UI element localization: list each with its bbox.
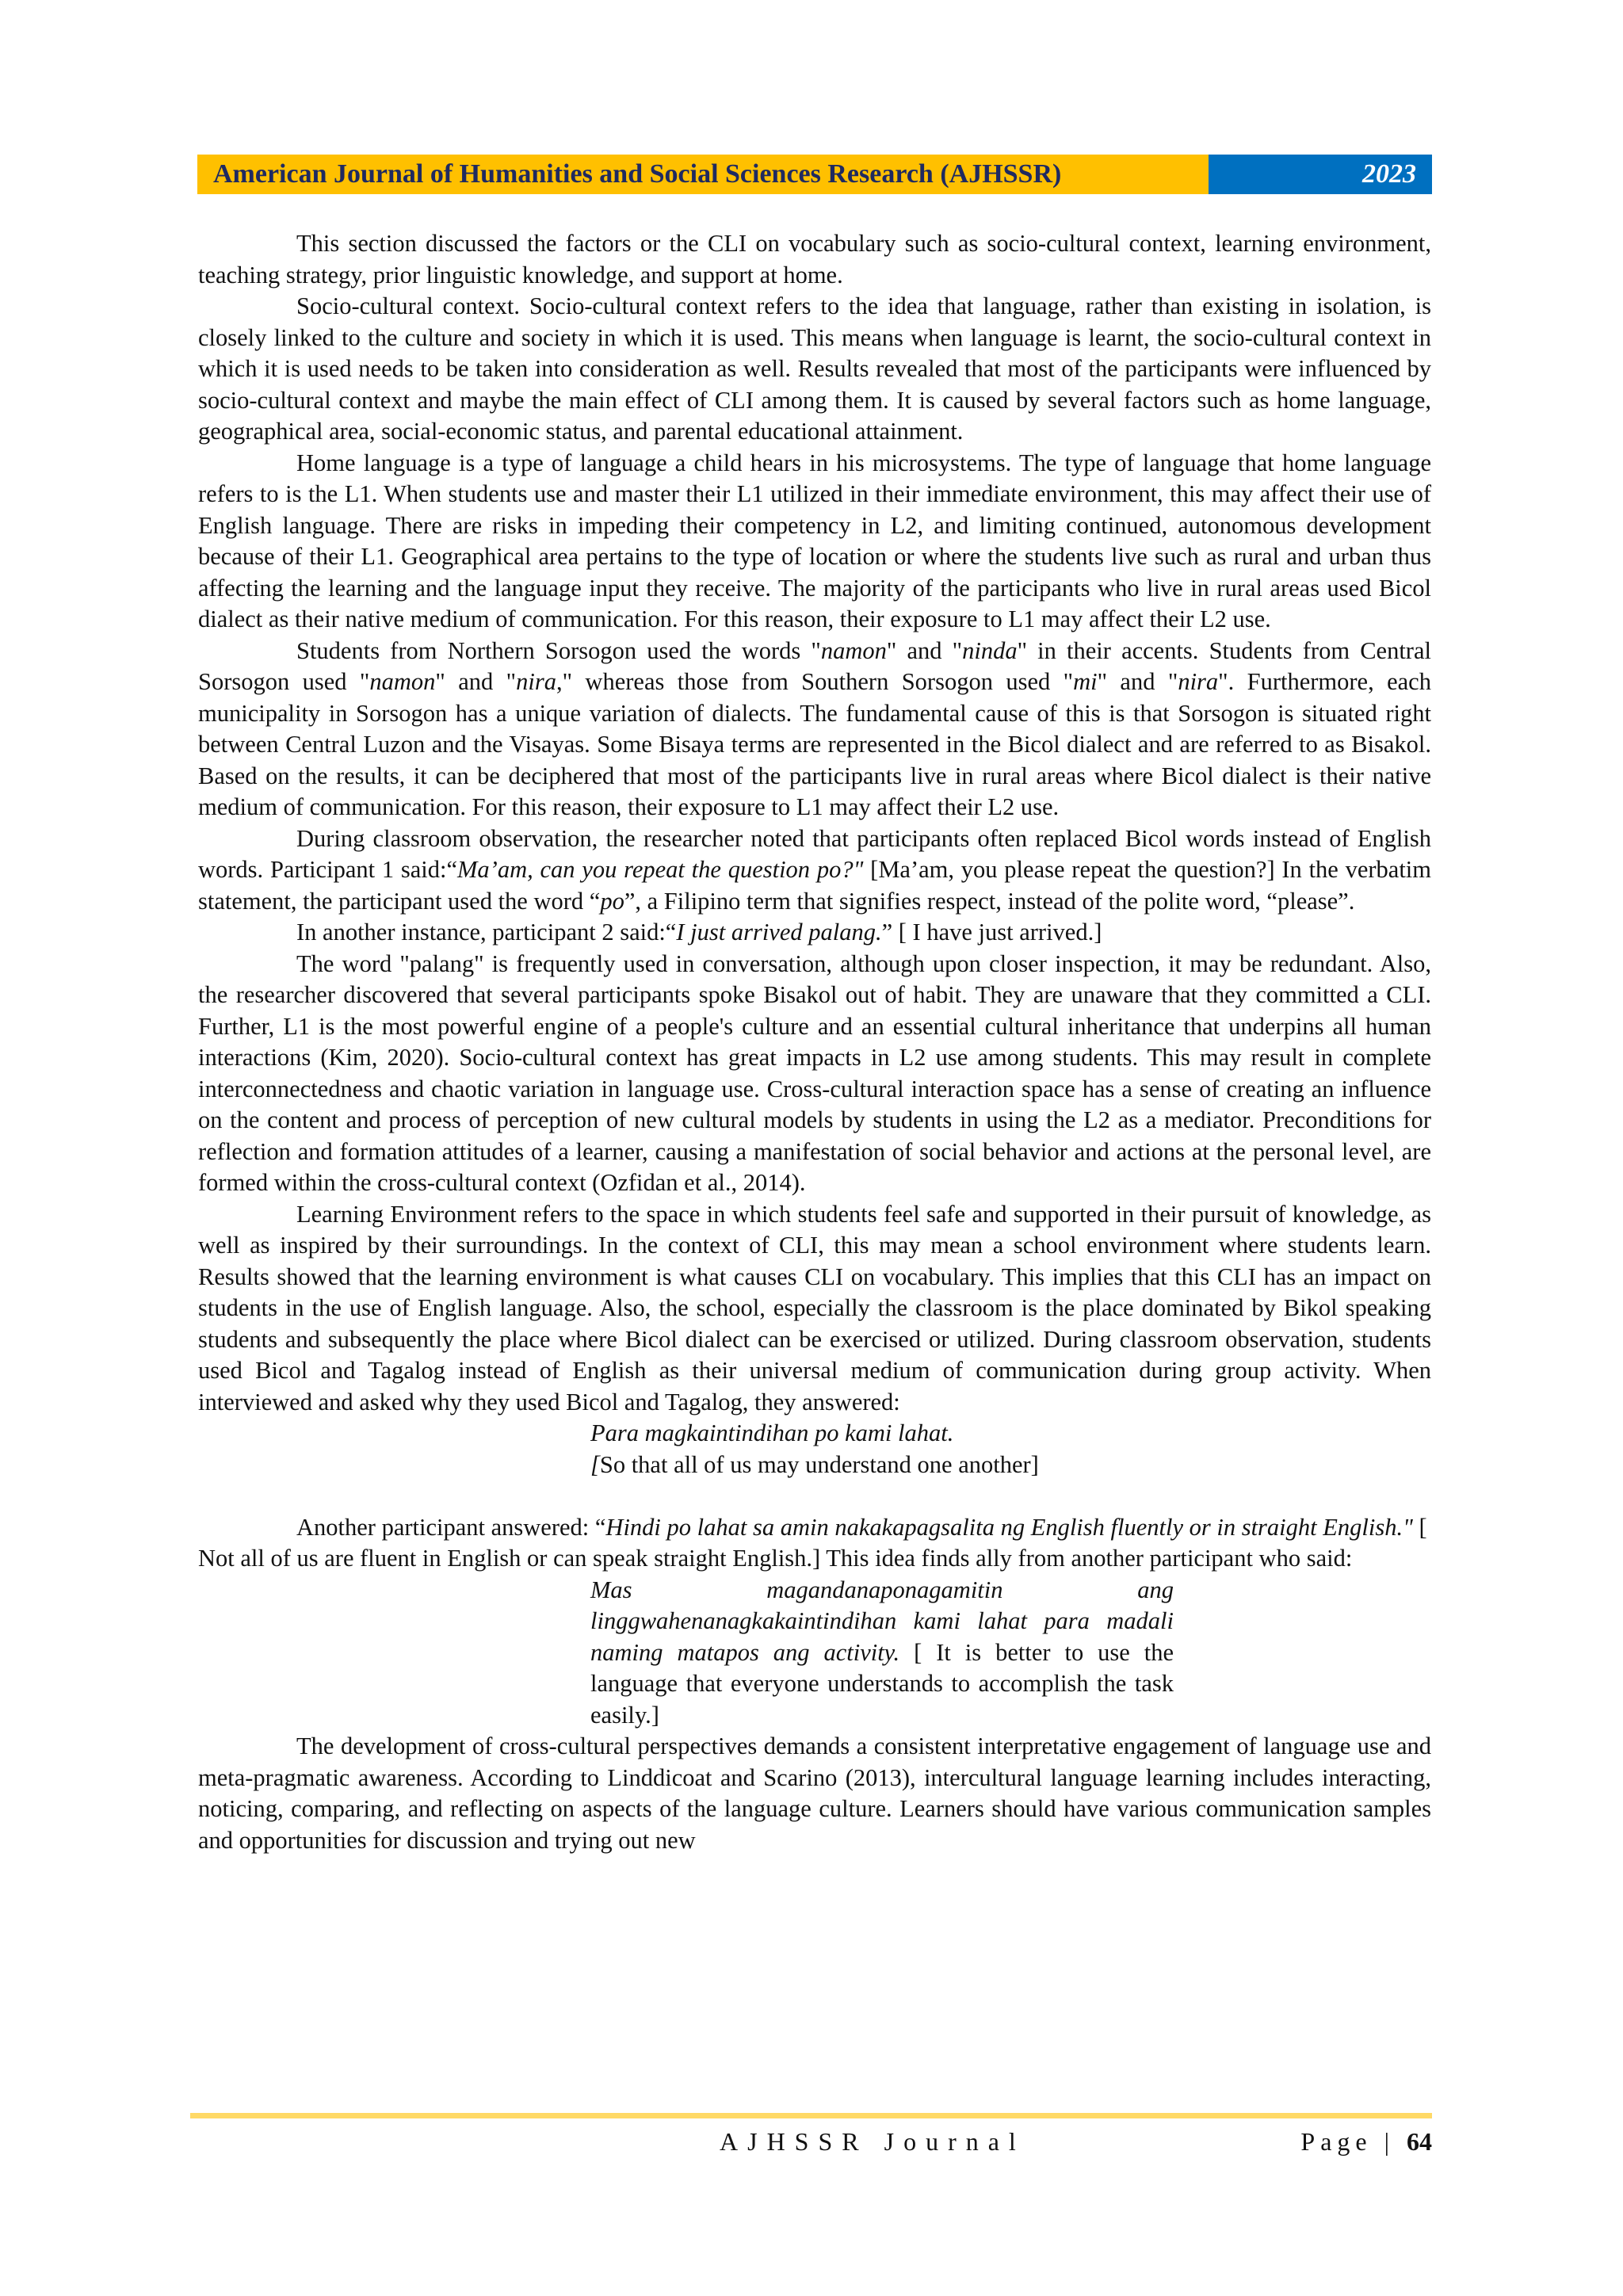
paragraph-another-participant xyxy=(198,1512,1431,1575)
text-run: " and " xyxy=(1097,668,1178,695)
paragraph-classroom-observation xyxy=(198,823,1431,918)
footer-journal-name: AJHSSR Journal xyxy=(720,2127,1025,2156)
quote-bracket: [ xyxy=(590,1450,600,1478)
block-quote-2 xyxy=(590,1575,1174,1732)
participant-quote: Ma’am, can you repeat the question po?" xyxy=(457,856,864,883)
text-run: " in their accents. Students from Central Sorsogon used " xyxy=(198,636,1431,695)
paragraph-home-language: Home language is a type of language a child hears in his microsystems. The type of language that home language refers to is the L1. When students use and master their L1 utilized in their immediate environment, this may affect their use of English language. There are risks in impeding their competency in L2, and limiting continued, autonomous development because of their L1. Geographical area pertains to the type of location or where the students live such as rural and urban thus affecting the learning and the language input they receive. The majority of the participants who live in rural areas used Bicol dialect as their native medium of communication. For this reason, their exposure to L1 may affect their L2 use. xyxy=(198,449,1431,632)
quote-translation: [ It is better to use the language that everyone understands to accomplish the task easily.] xyxy=(590,1638,1174,1729)
paragraph-learning-environment: Learning Environment refers to the space in which students feel safe and supported in their pursuit of knowledge, as well as inspired by their surroundings. In the context of CLI, this may mean a school environment where students learn. Results showed that the learning environment is what causes CLI on vocabulary. This implies that this CLI has an impact on students in the use of English language. Also, the school, especially the classroom is the place dominated by Bikol speaking students and subsequently the place where Bicol dialect can be exercised or utilized. During classroom observation, students used Bicol and Tagalog instead of English as their universal medium of communication during group activity. When interviewed and asked why they used Bicol and Tagalog, they answered: xyxy=(198,1200,1431,1415)
paragraph-sorsogon-dialects xyxy=(198,636,1431,823)
quote-text: Mas magandanaponagamitin ang linggwahenanagkakaintindihan kami lahat para madali naming matapos ang activity. xyxy=(590,1576,1174,1666)
text-run: ," whereas those from Southern Sorsogon used " xyxy=(556,668,1074,695)
text-run: Students from Northern Sorsogon used the words " xyxy=(296,636,821,664)
paragraph-participant-2 xyxy=(198,917,1431,949)
journal-header xyxy=(197,155,1432,194)
quote-line: Para magkaintindihan po kami lahat. xyxy=(590,1419,954,1446)
dialect-word: mi xyxy=(1073,668,1098,695)
journal-title: American Journal of Humanities and Social Sciences Research (AJHSSR) xyxy=(197,155,1209,194)
text-run: ”, a Filipino term that signifies respect, instead of the polite word, “please”. xyxy=(624,887,1355,915)
paragraph-cross-cultural-perspectives: The development of cross-cultural perspectives demands a consistent interpretative engagement of language use and meta-pragmatic awareness. According to Linddicoat and Scarino (2013), intercultural language learning includes interacting, noticing, comparing, and reflecting on aspects of the language culture. Learners should have various communication samples and opportunities for discussion and trying out new xyxy=(198,1733,1431,1854)
paragraph-intro: This section discussed the factors or the CLI on vocabulary such as socio-cultural context, learning environment, teaching strategy, prior linguistic knowledge, and support at home. xyxy=(198,230,1431,288)
filipino-term: po xyxy=(600,887,624,915)
dialect-word: ninda xyxy=(962,636,1018,664)
text-run: " and " xyxy=(886,636,963,664)
participant-quote: Hindi po lahat sa amin nakakapagsalita ng English fluently or in straight English." xyxy=(605,1513,1413,1541)
page-footer xyxy=(190,2124,1432,2159)
dialect-word: nira xyxy=(516,668,556,695)
participant-quote: I just arrived palang. xyxy=(676,919,882,946)
text-run: ". Furthermore, each municipality in Sorsogon has a unique variation of dialects. The fundamental cause of this is that Sorsogon is situated right between Central Luzon and the Visayas. Some Bisaya terms are represented in the Bicol dialect and are referred to as Bisakol. Based on the results, it can be deciphered that most of the participants live in rural areas where Bicol dialect is their native medium of communication. For this reason, their exposure to L1 may affect their L2 use. xyxy=(198,668,1431,820)
text-run: [Ma’am, you please repeat the question?] In the verbatim statement, the participant used the word “ xyxy=(198,856,1432,915)
text-run: In another instance, participant 2 said:“ xyxy=(296,919,677,946)
text-run: " and " xyxy=(435,668,517,695)
journal-year: 2023 xyxy=(1209,155,1432,194)
text-run: During classroom observation, the researcher noted that participants often replaced Bicol words instead of English words. Participant 1 said:“ xyxy=(198,824,1431,883)
article-body xyxy=(198,228,1431,1856)
quote-translation: So that all of us may understand one another] xyxy=(599,1450,1039,1478)
text-run: ” [ I have just arrived.] xyxy=(881,919,1102,946)
block-quote-1 xyxy=(590,1418,1174,1480)
text-run: Another participant answered: “ xyxy=(296,1513,606,1541)
page-label: Page | xyxy=(1300,2127,1395,2156)
footer-page xyxy=(1300,2124,1432,2159)
footer-rule xyxy=(190,2113,1432,2118)
dialect-word: namon xyxy=(820,636,887,664)
page-number: 64 xyxy=(1407,2127,1432,2156)
paragraph-socio-cultural-context: Socio-cultural context. Socio-cultural context refers to the idea that language, rather than existing in isolation, is closely linked to the culture and society in which it is used. This means when language is learnt, the socio-cultural context in which it is used needs to be taken into consideration as well. Results revealed that most of the participants were influenced by socio-cultural context and maybe the main effect of CLI among them. It is caused by several factors such as home language, geographical area, social-economic status, and parental educational attainment. xyxy=(198,292,1431,445)
text-run: [ Not all of us are fluent in English or can speak straight English.] This idea finds ally from another participant who said: xyxy=(198,1513,1427,1572)
spacer xyxy=(198,1480,1431,1512)
paragraph-palang: The word "palang" is frequently used in conversation, although upon closer inspection, it may be redundant. Also, the researcher discovered that several participants spoke Bisakol out of habit. They are unaware that they committed a CLI. Further, L1 is the most powerful engine of a people's culture and an essential cultural inheritance that underpins all human interactions (Kim, 2020). Socio-cultural context has great impacts in L2 use among students. This may result in complete interconnectedness and chaotic variation in language use. Cross-cultural interaction space has a sense of creating an influence on the content and process of perception of new cultural models by students in using the L2 as a mediator. Preconditions for reflection and formation attitudes of a learner, causing a manifestation of social behavior and actions at the personal level, are formed within the cross-cultural context (Ozfidan et al., 2014). xyxy=(198,949,1431,1196)
dialect-word: namon xyxy=(369,668,436,695)
dialect-word: nira xyxy=(1178,668,1219,695)
